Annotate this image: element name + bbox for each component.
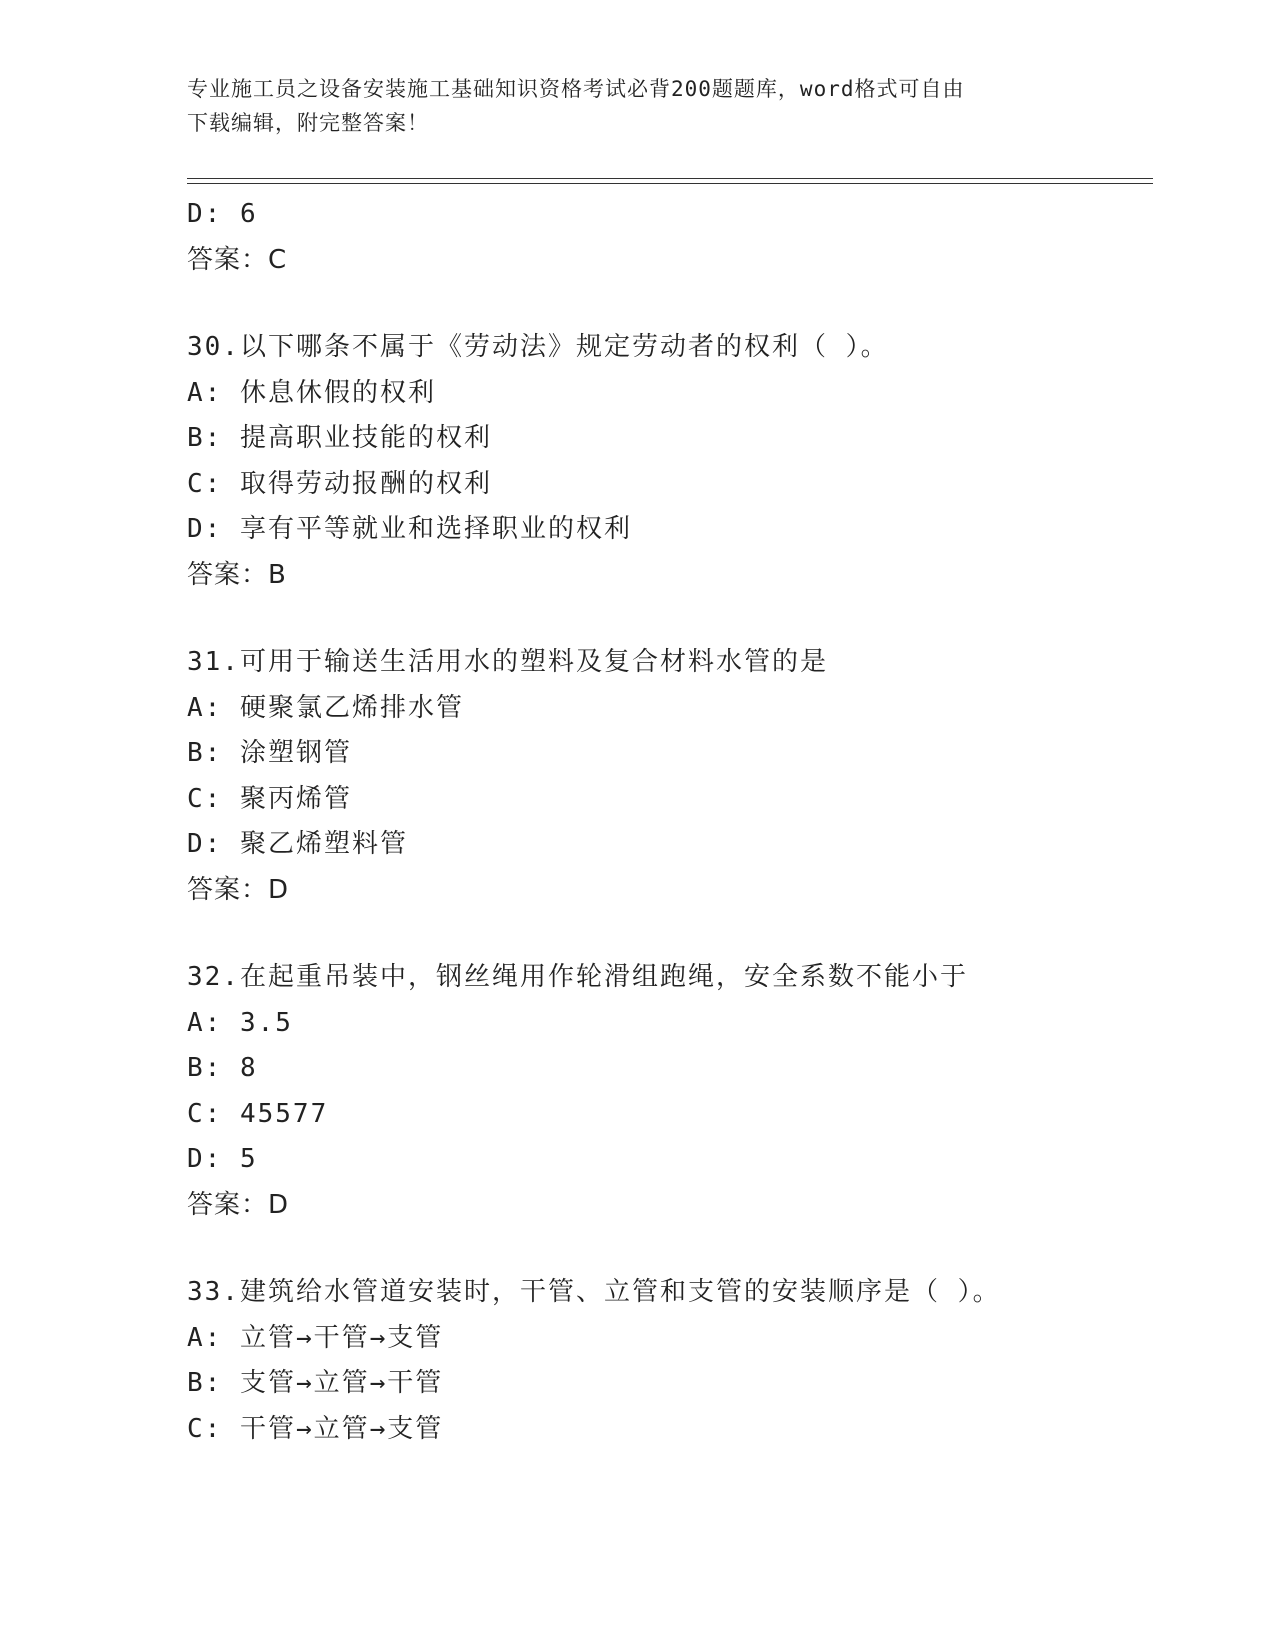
option-b: B: 支管→立管→干管 [187,1368,444,1398]
header-divider-top [187,178,1153,179]
question-31 [187,640,1147,913]
answer-line: 答案：B [187,559,287,590]
header-line-1: 专业施工员之设备安装施工基础知识资格考试必背200题题库，word格式可自由 [187,77,965,101]
option-d: D: 享有平等就业和选择职业的权利 [187,514,632,544]
answer-line: 答案：D [187,1189,290,1220]
answer-line: 答案：C [187,244,288,275]
option-c: C: 取得劳动报酬的权利 [187,468,492,499]
option-a: A: 休息休假的权利 [187,377,436,408]
header-divider-bottom [187,183,1153,184]
option-c: C: 聚丙烯管 [187,783,352,814]
option-c: C: 干管→立管→支管 [187,1413,444,1444]
document-header [187,72,1087,140]
option-d: D: 5 [187,1144,258,1174]
option-d: D: 6 [187,199,258,229]
option-b: B: 8 [187,1053,258,1083]
question-content [187,192,1147,1452]
option-d: D: 聚乙烯塑料管 [187,829,408,859]
question-stem: 31.可用于输送生活用水的塑料及复合材料水管的是 [187,647,828,677]
option-a: A: 硬聚氯乙烯排水管 [187,692,464,723]
question-32 [187,955,1147,1228]
spacer [187,598,1147,640]
question-stem: 32.在起重吊装中，钢丝绳用作轮滑组跑绳，安全系数不能小于 [187,962,968,992]
spacer [187,283,1147,325]
question-stem: 30.以下哪条不属于《劳动法》规定劳动者的权利（ ）。 [187,332,889,362]
option-b: B: 涂塑钢管 [187,738,352,768]
previous-question-fragment [187,192,1147,283]
option-b: B: 提高职业技能的权利 [187,423,492,453]
question-30 [187,325,1147,598]
option-c: C: 45577 [187,1098,329,1129]
question-33 [187,1270,1147,1452]
option-a: A: 立管→干管→支管 [187,1322,444,1353]
answer-line: 答案：D [187,874,290,905]
header-line-2: 下载编辑，附完整答案！ [187,111,429,135]
question-stem: 33.建筑给水管道安装时，干管、立管和支管的安装顺序是（ ）。 [187,1277,1001,1307]
spacer [187,913,1147,955]
option-a: A: 3.5 [187,1007,293,1038]
spacer [187,1228,1147,1270]
